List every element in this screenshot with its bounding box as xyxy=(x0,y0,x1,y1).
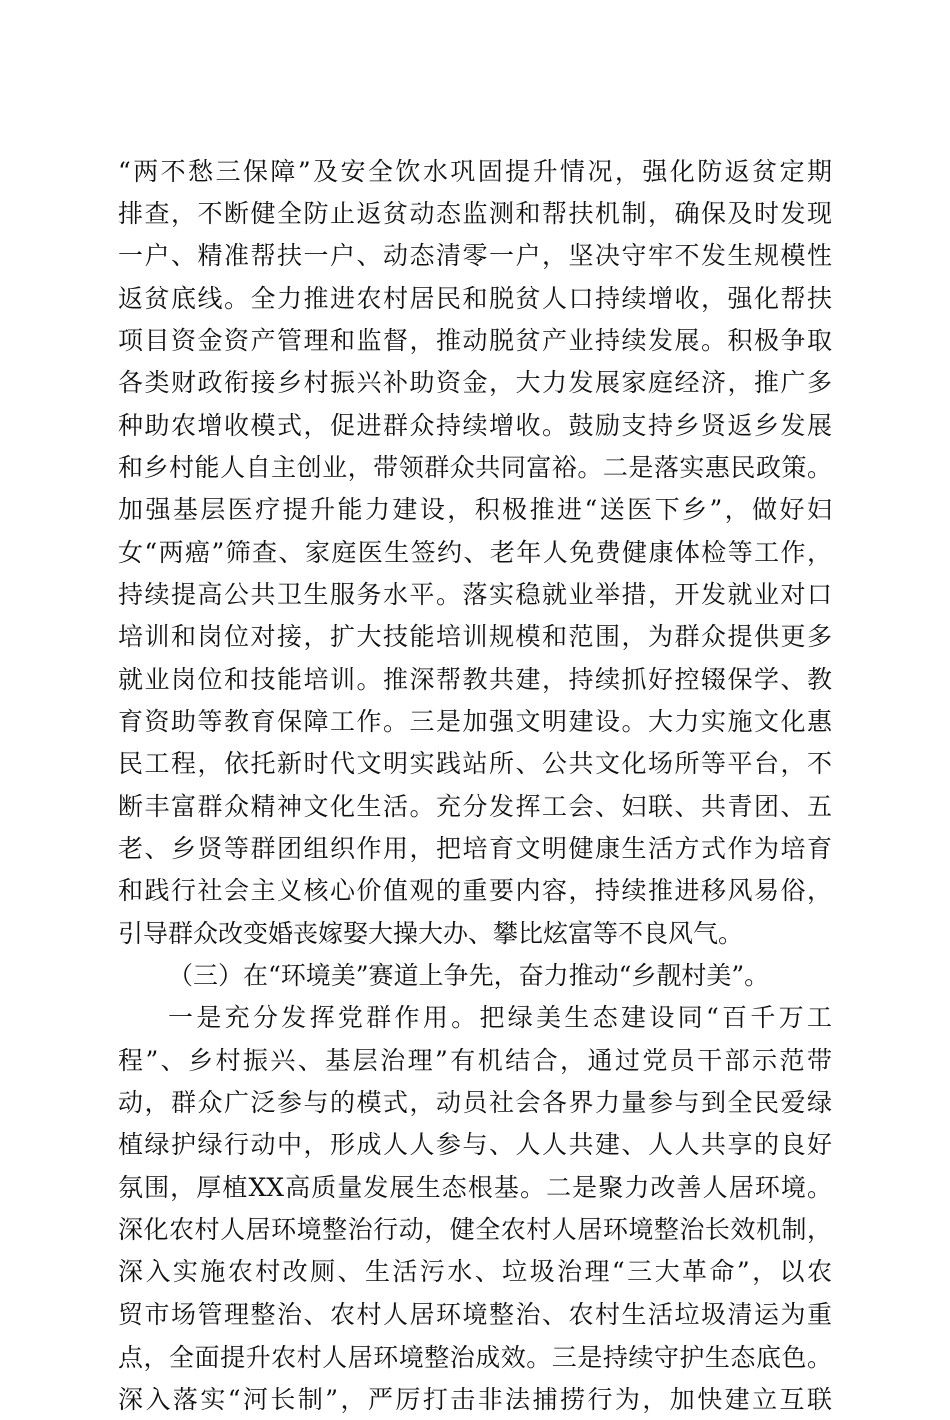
body-text-line: 就业岗位和技能培训。推深帮教共建，持续抓好控辍保学、教 xyxy=(118,665,832,694)
body-text-line: “两不愁三保障”及安全饮水巩固提升情况，强化防返贫定期 xyxy=(118,157,832,186)
body-text-line: 加强基层医疗提升能力建设，积极推进“送医下乡”，做好妇 xyxy=(118,495,832,524)
body-text-line: 老、乡贤等群团组织作用，把培育文明健康生活方式作为培育 xyxy=(118,834,832,863)
body-text-line: 和践行社会主义核心价值观的重要内容，持续推进移风易俗， xyxy=(118,876,832,905)
body-text-line: 一户、精准帮扶一户、动态清零一户，坚决守牢不发生规模性 xyxy=(118,241,832,270)
paragraph-first-line: 一是充分发挥党群作用。把绿美生态建设同“百千万工 xyxy=(168,1003,832,1032)
section-heading: （三）在“环境美”赛道上争先，奋力推动“乡靓村美”。 xyxy=(168,961,770,990)
body-text-line: 各类财政衔接乡村振兴补助资金，大力发展家庭经济，推广多 xyxy=(118,368,832,397)
body-text-line: 深入落实“河长制”，严厉打击非法捕捞行为，加快建立互联 xyxy=(118,1385,832,1414)
body-text-line: 项目资金资产管理和监督，推动脱贫产业持续发展。积极争取 xyxy=(118,326,832,355)
body-text-line: 深入实施农村改厕、生活污水、垃圾治理“三大革命”，以农 xyxy=(118,1257,832,1286)
body-text-line: 排查，不断健全防止返贫动态监测和帮扶机制，确保及时发现 xyxy=(118,199,832,228)
body-text-line: 持续提高公共卫生服务水平。落实稳就业举措，开发就业对口 xyxy=(118,580,832,609)
body-text-line: 点，全面提升农村人居环境整治成效。三是持续守护生态底色。 xyxy=(118,1343,832,1372)
body-text-line: 女“两癌”筛查、家庭医生签约、老年人免费健康体检等工作， xyxy=(118,538,832,567)
body-text-line: 动，群众广泛参与的模式，动员社会各界力量参与到全民爱绿 xyxy=(118,1088,832,1117)
body-text-line: 民工程，依托新时代文明实践站所、公共文化场所等平台，不 xyxy=(118,749,832,778)
body-text-line: 深化农村人居环境整治行动，健全农村人居环境整治长效机制， xyxy=(118,1215,832,1244)
body-text-line: 育资助等教育保障工作。三是加强文明建设。大力实施文化惠 xyxy=(118,707,832,736)
body-text-line: 植绿护绿行动中，形成人人参与、人人共建、人人共享的良好 xyxy=(118,1130,832,1159)
body-text-line: 种助农增收模式，促进群众持续增收。鼓励支持乡贤返乡发展 xyxy=(118,411,832,440)
body-text-line: 程”、乡村振兴、基层治理”有机结合，通过党员干部示范带 xyxy=(118,1046,832,1075)
body-text-line: 贸市场管理整治、农村人居环境整治、农村生活垃圾清运为重 xyxy=(118,1300,832,1329)
body-text-line: 和乡村能人自主创业，带领群众共同富裕。二是落实惠民政策。 xyxy=(118,453,832,482)
body-text-line: 氛围，厚植XX高质量发展生态根基。二是聚力改善人居环境。 xyxy=(118,1173,832,1202)
body-text-line: 返贫底线。全力推进农村居民和脱贫人口持续增收，强化帮扶 xyxy=(118,284,832,313)
body-text-line: 培训和岗位对接，扩大技能培训规模和范围，为群众提供更多 xyxy=(118,622,832,651)
body-text-line: 断丰富群众精神文化生活。充分发挥工会、妇联、共青团、五 xyxy=(118,792,832,821)
body-text-line-last: 引导群众改变婚丧嫁娶大操大办、攀比炫富等不良风气。 xyxy=(118,919,744,948)
